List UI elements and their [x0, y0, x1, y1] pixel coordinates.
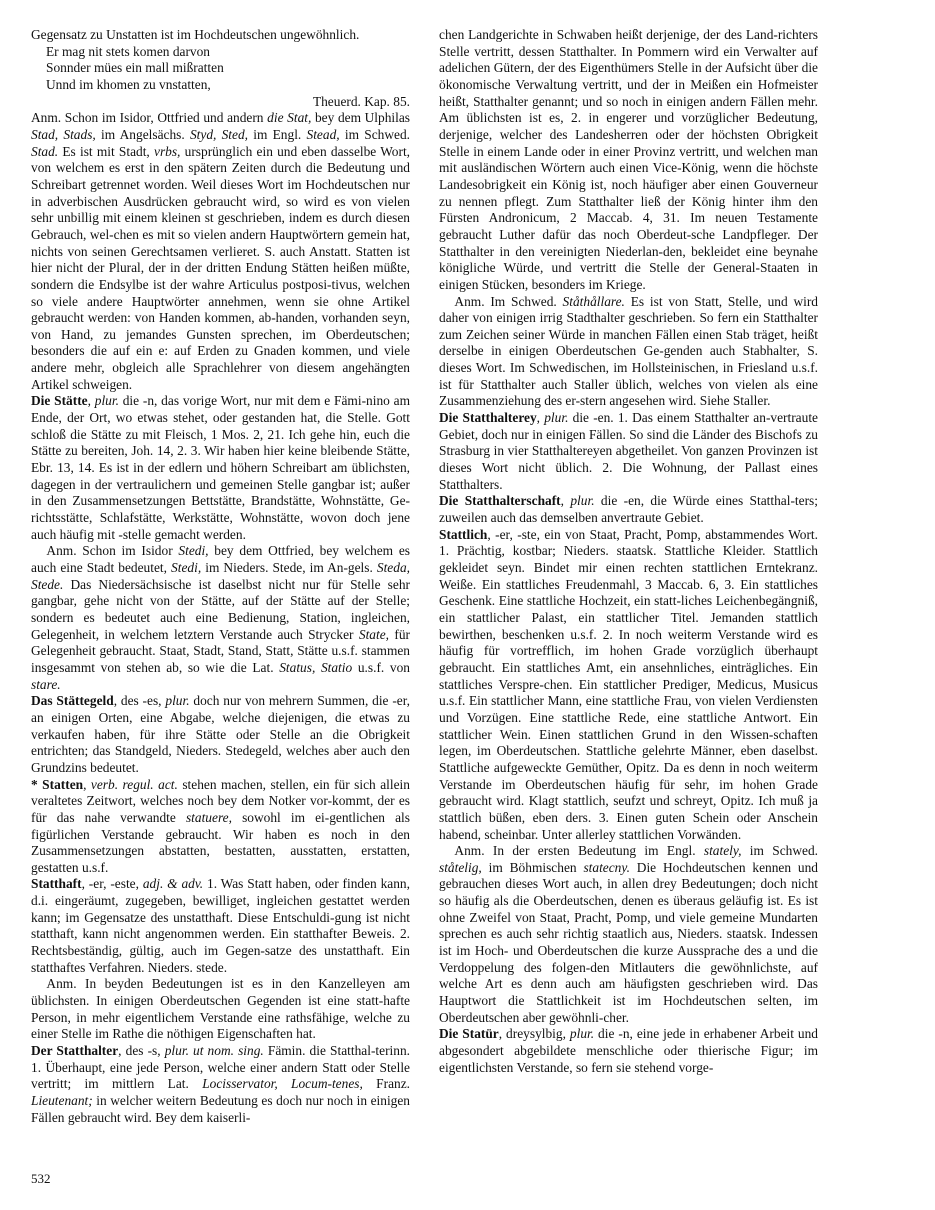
verse-line: Sonnder mües ein mall mißratten [46, 60, 224, 76]
entry-headword: Stattlich [439, 526, 488, 542]
dictionary-entry: Statthaft, -er, -este, adj. & adv. 1. Was Statt haben, oder finden kann, d.i. eingeräumt, zugegeben, bewilliget, ingleichen gestattet werden kann; im Gegensatze des unstatthaft. Diese Entschuldi-gung ist nicht statthaft, kann nicht angenommen werden. Ein statthafter Beweis. 2. Rechtsbeständig, gültig, auch im Gegen-satze des unstatthaft. Ein statthaftes Verfahren. Nieders. stede. [31, 876, 410, 975]
note-paragraph: Anm. Im Schwed. Ståthållare. Es ist von Statt, Stelle, und wird daher von einigen irrig Stadthalter geschrieben. So fern ein Statthalter zum Zeichen seiner Würde in manchen Fällen einen Stab träget, heißt derselbe in einigen Oberdeutschen Ge-genden auch Stabhalter, S. dieses Wort. Im Schwedischen, im Hollsteinischen, in Friesland u.s.f. ist für Statthalter auch Staller üblich, welches von vielen als eine Zusammenziehung des er-stern angesehen wird. Siehe Staller. [439, 293, 818, 409]
dictionary-entry: Die Statthalterey, plur. die -en. 1. Das einem Statthalter an-vertraute Gebiet, doch nur in einigen Fällen. So sind die Länder des Bischofs zu Strasburg in vier Statthaltereyen abgetheilet. Von ganzen Provinzen ist dieses Wort nicht üblich. 2. Die Wohnung, der Pallast eines Statthalters. [439, 410, 818, 492]
dictionary-entry: Stattlich, -er, -ste, ein von Staat, Pracht, Pomp, abstammendes Wort. 1. Prächtig, kostbar; Nieders. staatsk. Stattliche Kleider. Stattlich gekleidet seyn. Bindet mir einen rechten stattlichen Erntekranz. Weiße. Ein stattliches Freudenmahl, 3 Maccab. 6, 3. Ein stattliches Geschenk. Eine stattliche Hochzeit, ein statt-liches Leichenbegängniß, ein stattlicher Palast, ein stattlicher Titel. Jemanden stattlich bewirthen, beschenken u.s.f. 2. In noch weiterm Verstande wird es häufig für vortrefflich, im hohen Grade vorzüglich überhaupt gebraucht. Ein stattliches Amt, ein ansehnliches, einträgliches. Ein stattliches Verspre-chen. Ein stattlicher Prediger, Medicus, Musicus u.s.f. Ein stattlicher Mann, eine stattliche Frau, von vielen Verdiensten und Vorzügen. Eine stattliche Rede, eine stattliche Antwort. Ein stattlicher Wein. Einen stattlichen Grund in den Wissen-schaften legen, im Oberdeutschen. Stattliche gelehrte Männer, eben daselbst. Stattliche aufgeweckte Gemüther, Opitz. Da es denn in noch weiterm Verstande im Oberdeutschen häufig für sehr, im hohen Grade gebraucht wird. Klagt stattlich, seufzt und schreyt, Opitz. Ich muß ja stattlich büßen, eben ders. 3. Einen guten Schein oder Anschein habend, scheinbar. Unter allerley stattlichen Vorwänden. [439, 526, 818, 842]
entry-headword: Die Statthalterschaft [439, 493, 561, 509]
note-paragraph: Anm. In der ersten Bedeutung im Engl. stately, im Schwed. ståtelig, im Böhmischen statecny. Die Hochdeutschen kennen und gebrauchen dieses Wort auch, in allen drey Bedeutungen; doch nicht so häufig als die Oberdeutschen, denen es überaus geläufig ist. Es ist ohne Zweifel von Staat, Pracht, Pomp, und viele gemeine Mundarten sprechen es auch sehr richtig staatlich aus, Nieders. staatsk. Indessen ist im Hoch- und Oberdeutschen die kurze Aussprache des a und die Verdoppelung des folgen-den Mitlauters die gewöhnlichste, auf welche Art es denn auch am häufigsten geschrieben wird. Das Hauptwort die Stattlichkeit ist im Hochdeutschen selten, im Oberdeutschen aber gewöhnli-cher. [439, 843, 818, 1025]
continuation-text: Gegensatz zu Unstatten ist im Hochdeutschen ungewöhnlich. [31, 27, 360, 42]
dictionary-entry: Der Statthalter, des -s, plur. ut nom. sing. Fämin. die Statthal-terinn. 1. Überhaupt, eine jede Person, welche einer andern Statt oder Stelle vertritt; im mittlern Lat. Locisservator, Locum-tenes, Franz. Lieutenant; in welcher weitern Bedeutung es doch nur noch in einigen Fällen gebraucht wird. Bey dem kaiserli- [31, 1043, 410, 1125]
entry-headword: Der Statthalter [31, 1043, 119, 1059]
verse-line: Unnd im khomen zu vnstatten, [46, 76, 211, 92]
right-column [439, 27, 818, 1076]
verse-attribution: Theuerd. Kap. 85. [312, 93, 410, 109]
continuation-text: chen Landgerichte in Schwaben heißt derjenige, der des Land-richters Stelle vertritt, dessen Statthalter. In Pommern wird ein Verwalter auf adelichen Gütern, der des Eigenthümers Stelle in der Aufsicht über die ökonomische Verwaltung vertritt, und der in Meißen ein Hofmeister heißt, Statthalter genannt; und so noch in einigen andern Fällen mehr. Am üblichsten ist es, 2. in engerer und vorzüglicher Bedeutung, derjenige, welcher des Landesherren oder der höchsten Obrigkeit Stelle in einem Lande oder in einer Provinz vertritt, und welchen man mit ausländischen Wörtern auch einen Vice-König, wenn die höchste Landesobrigkeit ein König ist, noch häufiger aber einen Gouverneur zu nennen pflegt. Zum Statthalter ließ der König hinter ihm den Fürsten Andronicum, 2 Maccab. 4, 31. Im neuen Testamente gebraucht Luther dafür das noch Oberdeut-sche Landpfleger. Der Statthalter in den vereinigten Niederlan-den, bekleidet eine beynahe königliche Würde, und vertritt die Stelle der General-Staaten in einigen Stücken, besonders im Kriege. [439, 27, 818, 292]
dictionary-entry: Die Stätte, plur. die -n, das vorige Wort, nur mit dem e Fämi-nino am Ende, der Ort, wo etwas stehet, oder gestanden hat, die Stelle. Gott schloß die Stätte zu mit Fleisch, 1 Mos. 2, 21. Ich gehe hin, euch die Stätte zu bereiten, Joh. 14, 2. 3. Wir haben hier keine bleibende Stätte, Ebr. 13, 14. Es ist in der edlern und höhern Schreibart am üblichsten, dagegen in der vertraulichern und gemeinen Stelle gangbar ist; außer in den Zusammensetzungen Bettstätte, Brandstätte, Wohnstätte, Ge-richtsstätte, Schlafstätte, Werkstätte, Wohnstätte, wovon doch jene auch häufig mit -stelle gemacht werden. [31, 393, 410, 542]
page-number: 532 [31, 1171, 51, 1186]
entry-headword: * Statten [31, 776, 84, 792]
note-paragraph: Anm. Schon im Isidor, Ottfried und andern die Stat, bey dem Ulphilas Stad, Stads, im Angelsächs. Styd, Sted, im Engl. Stead, im Schwed. Stad. Es ist mit Stadt, vrbs, ursprünglich ein und eben dasselbe Wort, von welchem es erst in den spätern Zeiten durch die Bedeutung und Schreibart getrennet worden. Weil dieses Wort im Hochdeutschen nur in adverbischen Ausdrücken gebraucht wird, so wird es von vielen sehr unbillig mit einem kleinen st geschrieben, indem es durch diesen Gebrauch, wel-chen es mit so vielen andern Hauptwörtern gemein hat, nichts von seinen Gerechtsamen verlieret. S. auch Anstatt. Statten ist hier nicht der Plural, der in der dritten Endung Stätten heißen müßte, sondern die Endsylbe ist der wahre Articulus postposi-tivus, welchen so viele andere Hauptwörter annehmen, wenn sie ohne Artikel gebraucht werden: von Handen kommen, ab-handen, vorhanden seyn, von Hand, zu jemandes Gunsten sprechen, im Oberdeutschen; besonders die auf ein e: auf Erden zu Gnaden kommen, und viele andere mehr, obgleich alle Sprachlehrer von diesem angehängten Artikel schweigen. [31, 110, 411, 392]
left-column [31, 27, 410, 1126]
entry-headword: Das Stättegeld [31, 693, 114, 709]
entry-headword: Die Stätte [31, 393, 88, 409]
entry-headword: Die Statür [439, 1026, 499, 1042]
dictionary-entry: * Statten, verb. regul. act. stehen machen, stellen, ein für sich allein veraltetes Zeitwort, welches noch bey dem Notker vor-kommt, der es für das nahe verwandte statuere, sowohl im ei-gentlichen als figürlichen Verstande gebraucht. Wir haben es noch in den Zusammensetzungen abstatten, bestatten, ausstatten, erstatten, gestatten u.s.f. [31, 776, 410, 875]
note-paragraph: Anm. In beyden Bedeutungen ist es in den Kanzelleyen am üblichsten. In einigen Oberdeutschen Gegenden ist eine statt-hafte Person, in mehr eigentlichem Verstande eine rathsfähige, welche zu einer Stelle im Rathe die nöthigen Eigenschaften hat. [31, 976, 410, 1042]
verse-line: Er mag nit stets komen darvon [46, 43, 211, 59]
dictionary-entry: Die Statür, dreysylbig, plur. die -n, eine jede in erhabener Arbeit und abgesondert abgebildete menschliche oder thierische Figur; im eigentlichsten Verstande, so fern sie stehend vorge- [439, 1026, 818, 1075]
dictionary-entry: Das Stättegeld, des -es, plur. doch nur von mehrern Summen, die -er, an einigen Orten, eine Abgabe, welche diejenigen, die etwas zu verkaufen haben, für ihre Stätte oder Stelle an die Obrigkeit entrichten; das Standgeld, Nieders. Stedegeld, welches aber auch den Grundzins bedeutet. [31, 693, 410, 775]
note-paragraph: Anm. Schon im Isidor Stedi, bey dem Ottfried, bey welchem es auch eine Stadt bedeutet, Stedi, im Nieders. Stede, im An-gels. Steda, Stede. Das Niedersächsische ist daselbst nicht nur für Stelle sehr gangbar, gehe nicht von der Stätte, auf der Stätte auf der Stelle; sondern es bedeutet auch eine Bedienung, Station, ingleichen, Gelegenheit, in welchem letztern Verstande auch Strycker State, für Gelegenheit gebraucht. Staat, Stadt, Stand, Statt, Stätte u.s.f. stammen insgesammt von stehen ab, so wie die Lat. Status, Statio u.s.f. von stare. [31, 543, 411, 692]
dictionary-entry: Die Statthalterschaft, plur. die -en, die Würde eines Statthal-ters; zuweilen auch das demselben anvertraute Gebiet. [439, 493, 818, 526]
entry-headword: Statthaft [31, 876, 82, 892]
entry-headword: Die Statthalterey [439, 410, 537, 426]
